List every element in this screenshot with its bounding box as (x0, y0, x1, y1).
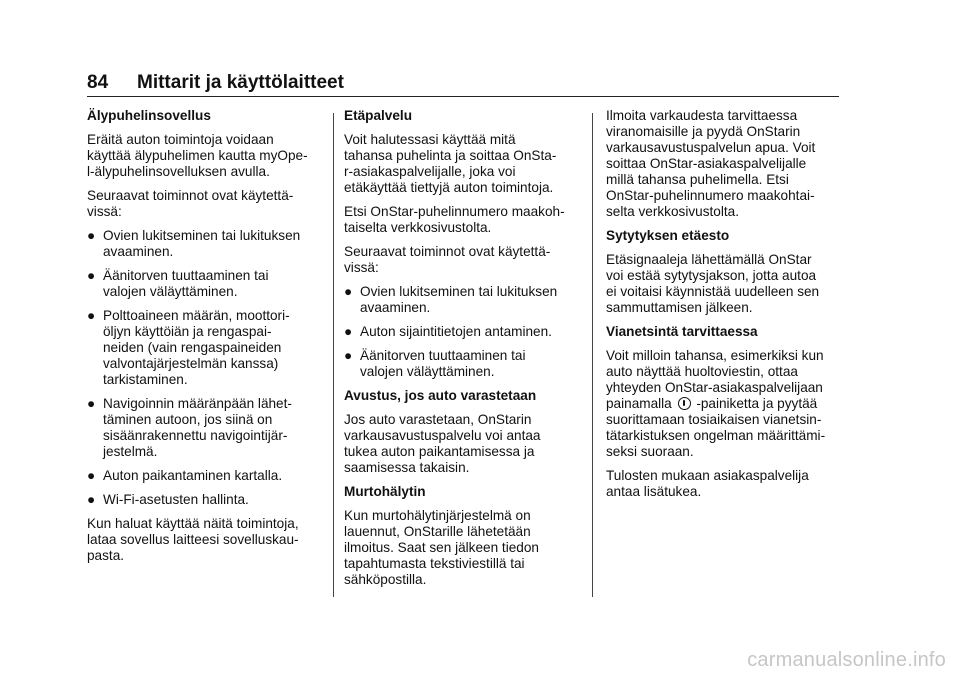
paragraph: Voit halutessasi käyttää mitä tahansa puhelinta ja soittaa OnSta- r-asiakaspalvelijalle, joka voi etäkäyttää tiettyjä auton toimintoja. (344, 132, 557, 195)
watermark: carmanualsonline.info (747, 649, 946, 671)
bullet-list (344, 284, 582, 380)
bullet-list (87, 228, 323, 508)
paragraph: Eräitä auton toimintoja voidaan käyttää älypuhelimen kautta myOpe- l-älypuhelinsovelluksen avulla. (87, 132, 308, 179)
column-3 (606, 108, 842, 508)
paragraph: Ilmoita varkaudesta tarvittaessa viranomaisille ja pyydä OnStarin varkausavustuspalvelun apua. Voit soittaa OnStar-asiakaspalvelijalle millä tahansa puhelimella. Etsi OnStar-puhelinnumero maakohtai- selta verkkosivustolta. (606, 108, 816, 219)
bullet-icon: ● (87, 268, 96, 283)
list-item: ● Navigoinnin määränpään lähet- täminen autoon, jos siinä on sisäänrakennettu navigointijär- jestelmä. (87, 396, 292, 459)
column-divider-2 (592, 113, 593, 597)
page-number: 84 (87, 72, 109, 93)
heading-remote-ignition-block: Sytytyksen etäesto (606, 228, 730, 243)
paragraph: Jos auto varastetaan, OnStarin varkausavustuspalvelu voi antaa tukea auton paikantamisessa ja saamisessa takaisin. (344, 412, 541, 475)
bullet-icon: ● (87, 396, 96, 411)
onstar-button-icon (678, 397, 691, 410)
header-rule (87, 96, 839, 97)
paragraph: Kun murtohälytinjärjestelmä on lauennut, OnStarille lähetetään ilmoitus. Saat sen jälkeen tiedon tapahtumasta tekstiviestillä tai sähköpostilla. (344, 508, 539, 587)
list-item: ● Äänitorven tuuttaaminen tai valojen väläyttäminen. (344, 348, 526, 379)
page-header (87, 66, 839, 96)
bullet-icon: ● (87, 468, 96, 483)
column-1 (87, 108, 323, 572)
bullet-icon: ● (87, 308, 96, 323)
column-2 (344, 108, 582, 596)
bullet-icon: ● (344, 284, 353, 299)
column-divider-1 (333, 113, 334, 597)
bullet-icon: ● (344, 348, 353, 363)
heading-remote-service: Etäpalvelu (344, 108, 412, 123)
list-item: ● Äänitorven tuuttaaminen tai valojen väläyttäminen. (87, 268, 269, 299)
paragraph: Seuraavat toiminnot ovat käytettä- vissä: (87, 188, 294, 219)
paragraph: Seuraavat toiminnot ovat käytettä- vissä: (344, 244, 551, 275)
list-item: ● Auton paikantaminen kartalla. (87, 468, 283, 483)
heading-theft-alarm: Murtohälytin (344, 484, 426, 499)
bullet-icon: ● (344, 324, 353, 339)
list-item: ● Ovien lukitseminen tai lukituksen avaaminen. (344, 284, 558, 315)
bullet-icon: ● (87, 492, 96, 507)
paragraph: Tulosten mukaan asiakaspalvelija antaa lisätukea. (606, 468, 809, 499)
heading-stolen-vehicle: Avustus, jos auto varastetaan (344, 388, 537, 403)
list-item: ● Ovien lukitseminen tai lukituksen avaaminen. (87, 228, 301, 259)
paragraph: Voit milloin tahansa, esimerkiksi kun auto näyttää huoltoviestin, ottaa yhteyden OnStar-asiakaspalvelijaan painamalla -painiketta ja pyytää suorittamaan tosiaikaisen vianetsin- tätarkistuksen ongelman määrittämi- seksi suoraan. (606, 348, 826, 459)
paragraph: Etsi OnStar-puhelinnumero maakoh- taiselta verkkosivustolta. (344, 204, 565, 235)
paragraph: Kun haluat käyttää näitä toimintoja, lataa sovellus laitteesi sovelluskau- pasta. (87, 516, 299, 563)
paragraph: Etäsignaaleja lähettämällä OnStar voi estää sytytysjakson, jotta autoa ei voitaisi käynnistää uudelleen sen sammuttamisen jälkeen. (606, 252, 820, 315)
heading-smartphone-app: Älypuhelinsovellus (87, 108, 211, 123)
bullet-icon: ● (87, 228, 96, 243)
page-title: Mittarit ja käyttölaitteet (137, 72, 344, 93)
list-item: ● Wi-Fi-asetusten hallinta. (87, 492, 249, 507)
heading-diagnostics: Vianetsintä tarvittaessa (606, 324, 758, 339)
list-item: ● Auton sijaintitietojen antaminen. (344, 324, 552, 339)
list-item: ● Polttoaineen määrän, moottori- öljyn käyttöiän ja rengaspai- neiden (vain rengaspaineiden valvontajärjestelmän kanssa) tarkistaminen. (87, 308, 290, 387)
